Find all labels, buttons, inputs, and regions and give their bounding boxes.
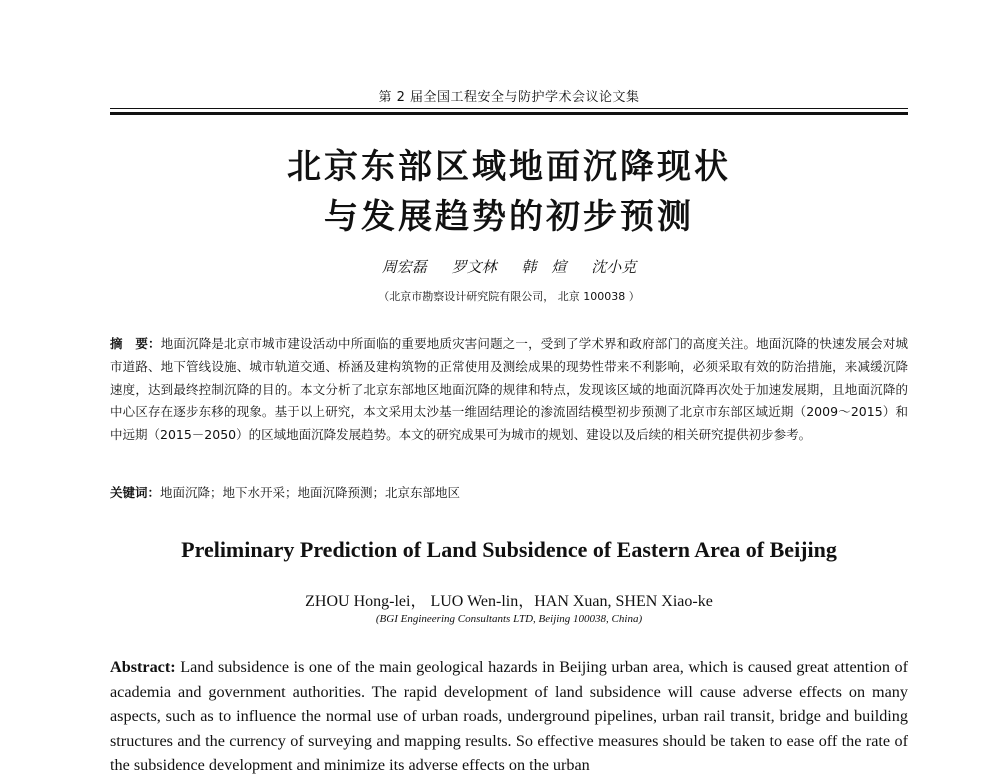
authors-cn [110,256,908,277]
header-rule-thin [110,108,908,109]
abstract-cn-label: 摘 要： [110,336,161,351]
author-cn: 罗文林 [451,258,497,276]
title-en: Preliminary Prediction of Land Subsidence of Eastern Area of Beijing [181,537,837,562]
keywords-cn [110,483,908,503]
title-cn-line-1: 北京东部区域地面沉降现状 [287,147,731,187]
abstract-en [110,655,908,778]
authors-en: ZHOU Hong-lei， LUO Wen-lin，HAN Xuan, SHEN Xiao-ke [305,593,713,610]
running-header: 第 2 届全国工程安全与防护学术会议论文集 [378,90,640,105]
abstract-en-text: Land subsidence is one of the main geological hazards in Beijing urban area, which is caused great attention of academia and government authorities. The rapid development of land subsidence will cause adverse effects on many aspects, such as to influence the normal use of urban roads, underground pipelines, urban rail transit, bridge and building structures and the currency of surveying and mapping results. So effective measures should be taken to ease off the rate of the subsidence development and minimize its adverse effects on the urban [110,658,908,774]
affiliation-en: (BGI Engineering Consultants LTD, Beijing 100038, China) [375,613,643,625]
author-cn: 沈小克 [591,258,637,276]
author-cn: 周宏磊 [381,258,427,276]
abstract-cn [110,333,908,447]
keywords-cn-text: 地面沉降；地下水开采；地面沉降预测；北京东部地区 [160,485,461,500]
abstract-en-label: Abstract: [110,658,176,676]
header-rule-thick [110,112,908,115]
abstract-cn-text: 地面沉降是北京市城市建设活动中所面临的重要地质灾害问题之一，受到了学术界和政府部门的高度关注。地面沉降的快速发展会对城市道路、地下管线设施、城市轨道交通、桥涵及建构筑物的正常使用及测绘成果的现势性带来不利影响，必须采取有效的防治措施，来减缓沉降速度，达到最终控制沉降的目的。本文分析了北京东部地区地面沉降的规律和特点，发现该区域的地面沉降再次处于加速发展期，且地面沉降的中心区存在逐步东移的现象。基于以上研究，本文采用太沙基一维固结理论的渗流固结模型初步预测了北京市东部区域近期（2009～2015）和中远期（2015－2050）的区域地面沉降发展趋势。本文的研究成果可为城市的规划、建设以及后续的相关研究提供初步参考。 [110,336,908,443]
author-cn: 韩 煊 [521,258,567,276]
affiliation-cn: （北京市勘察设计研究院有限公司， 北京 100038 ） [378,290,640,303]
title-cn-line-2: 与发展趋势的初步预测 [324,197,694,237]
keywords-cn-label: 关键词： [110,485,161,500]
